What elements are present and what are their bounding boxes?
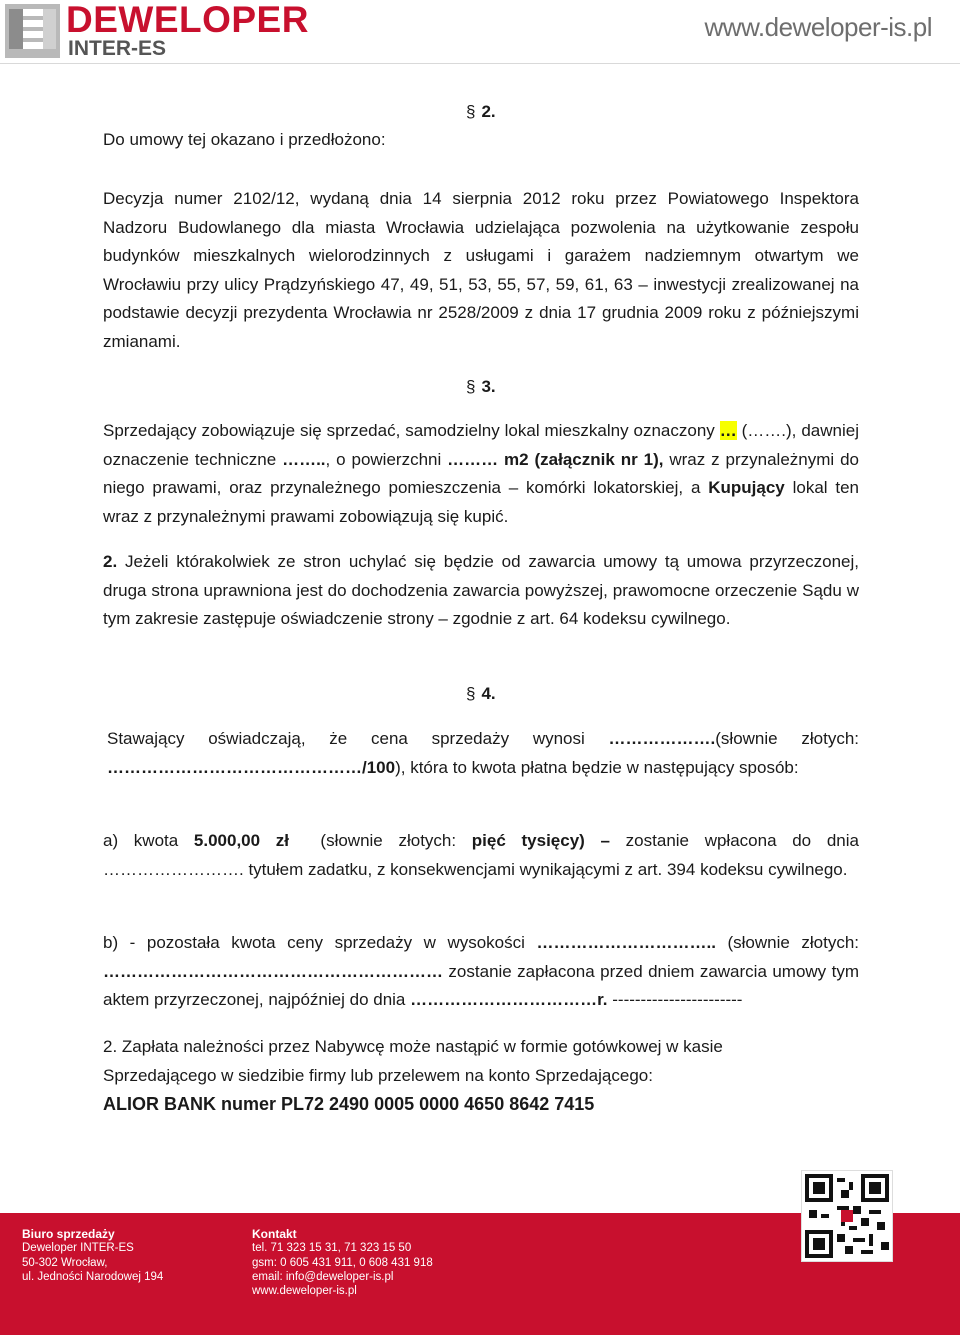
item-text: (słownie złotych: (289, 831, 472, 850)
sale-text: (…….), dawniej oznaczenie techniczne (103, 421, 859, 469)
sale-text: wraz z przynależnymi do niego prawami, oraz przynależnego pomieszczenia – komórki lokatorskiej, a (103, 449, 859, 497)
contact-website[interactable]: www.deweloper-is.pl (252, 1285, 357, 1298)
deposit-amount-words: pięć tysięcy) – (471, 831, 610, 850)
contact-block (252, 1227, 433, 1298)
deadline-placeholder: ……………………………r. (410, 990, 608, 1009)
header-website-link[interactable]: www.deweloper-is.pl (704, 12, 932, 42)
sales-office-line: 50-302 Wrocław, (22, 1256, 108, 1269)
bank-account: ALIOR BANK numer PL72 2490 0005 0000 4650 8642 7415 (103, 1094, 595, 1114)
payment-line: 2. Zapłata należności przez Nabywcę może nastąpić w formie gotówkowej w kasie (103, 1037, 723, 1056)
header-divider (0, 63, 960, 64)
sales-office-heading: Biuro sprzedaży (22, 1227, 115, 1241)
item-text: b) - pozostała kwota ceny sprzedaży w wysokości (103, 933, 537, 952)
contact-gsm: gsm: 0 605 431 911, 0 608 431 918 (252, 1256, 433, 1269)
qr-code-icon (801, 1170, 893, 1262)
sale-text: lokal ten wraz z przynależnymi prawami zobowiązują się kupić. (103, 478, 860, 526)
obligation-paragraph (103, 548, 859, 634)
technical-designation-placeholder: …….. (282, 449, 326, 469)
brand-name: DEWELOPER (66, 0, 309, 40)
section-number: 4. (481, 684, 496, 703)
brand-subname: INTER-ES (68, 37, 167, 60)
intro-label: Do umowy tej okazano i przedłożono: (103, 130, 386, 149)
remaining-amount-words-placeholder: …………………………………………………… (103, 961, 443, 981)
price-text: (słownie złotych: (715, 729, 859, 748)
sales-office-line: ul. Jedności Narodowej 194 (22, 1270, 164, 1283)
section-2-heading (466, 98, 496, 127)
sales-office-line: Deweloper INTER-ES (22, 1242, 134, 1255)
section-symbol: § (466, 377, 476, 396)
contact-email[interactable]: email: info@deweloper-is.pl (252, 1270, 394, 1283)
contact-heading: Kontakt (252, 1227, 297, 1241)
payment-item-a (103, 827, 859, 884)
item-text: ----------------------- (607, 990, 743, 1009)
price-text: Stawający oświadczają, że cena sprzedaży wynosi (107, 729, 609, 748)
deposit-amount: 5.000,00 zł (193, 831, 290, 850)
section-number: 2. (481, 102, 496, 121)
item-text: (słownie złotych: (715, 933, 860, 952)
remaining-amount-placeholder: ………………………….. (536, 933, 716, 952)
payment-paragraph (103, 1033, 859, 1119)
section-4-heading (466, 680, 496, 709)
item-text: zostanie wpłacona do dnia ……………………. tytułem zadatku, z konsekwencjami wynikającymi z art. 394 kodeksu cywilnego. (103, 831, 859, 879)
sale-text: , o powierzchni (325, 449, 448, 469)
payment-line: Sprzedającego w siedzibie firmy lub przelewem na konto Sprzedającego: (103, 1065, 653, 1085)
section-number: 3. (481, 377, 496, 396)
paragraph-number: 2. (103, 552, 118, 571)
price-text: ), która to kwota płatna będzie w następujący sposób: (395, 757, 799, 777)
section-3-heading (466, 373, 496, 402)
sale-paragraph (103, 417, 859, 531)
section-symbol: § (466, 684, 476, 703)
sale-text: Sprzedający zobowiązuje się sprzedać, samodzielny lokal mieszkalny oznaczony (103, 421, 720, 440)
price-words-placeholder: ………………………………………/100 (107, 757, 396, 777)
decision-paragraph: Decyzja numer 2102/12, wydaną dnia 14 sierpnia 2012 roku przez Powiatowego Inspektora Nadzoru Budowlanego dla miasta Wrocławia udzielająca pozwolenia na użytkowanie zespołu budynków mieszkalnych wielorodzinnych z usługami i garażem nadziemnym otwartym we Wrocławiu przy ulicy Prądzyńskiego 47, 49, 51, 53, 55, 57, 59, 61, 63 – inwestycji zrealizowanej na podstawie decyzji prezydenta Wrocławia nr 2528/2009 z dnia 17 grudnia 2009 roku z późniejszymi zmianami. (103, 189, 859, 351)
item-text: a) kwota (103, 831, 194, 850)
area-placeholder: ……… m2 (załącznik nr 1), (447, 449, 664, 469)
price-placeholder: ………………. (608, 729, 716, 748)
contact-phone: tel. 71 323 15 31, 71 323 15 50 (252, 1242, 412, 1255)
company-logo-icon (5, 4, 60, 58)
item-text: zostanie zapłacona przed dniem zawarcia umowy tym aktem przyrzeczonej, najpóźniej do dnia (103, 961, 859, 1009)
obligation-text: Jeżeli którakolwiek ze stron uchylać się będzie od zawarcia umowy tą umowa przyrzeczonej, druga strona uprawniona jest do dochodzenia zawarcia powyższej, prawomocne orzeczenie Sądu w tym zakresie zastępuje oświadczenie strony – zgodnie z art. 64 kodeksu cywilnego. (103, 552, 859, 628)
section-symbol: § (466, 102, 476, 121)
buyer-term: Kupujący (708, 478, 785, 497)
highlighted-placeholder: … (719, 421, 737, 440)
price-paragraph (103, 725, 859, 782)
sales-office-block (22, 1227, 163, 1284)
payment-item-b (103, 929, 859, 1015)
